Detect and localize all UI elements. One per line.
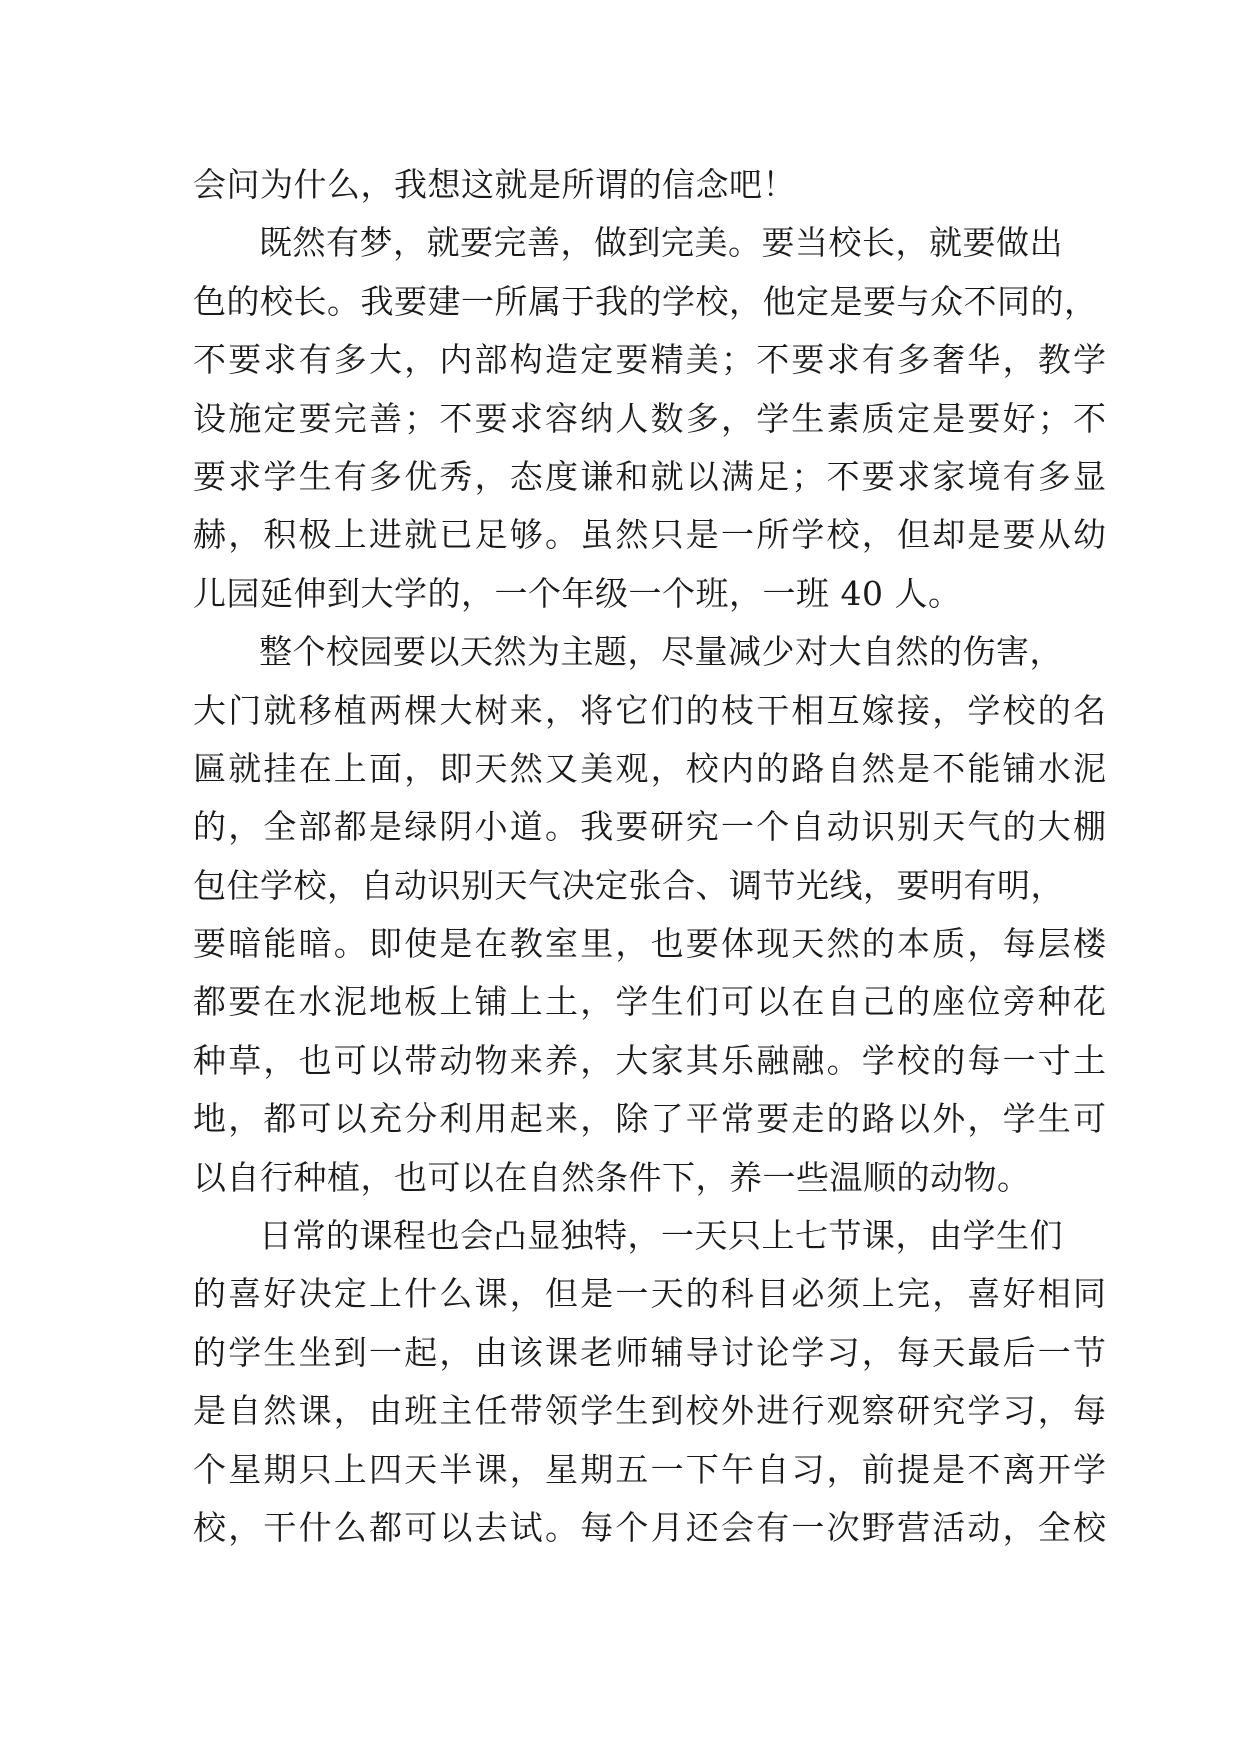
text-line: 赫，积极上进就已足够。虽然只是一所学校，但却是要从幼 <box>193 515 1109 555</box>
text-line: 不要求有多大，内部构造定要精美；不要求有多奢华，教学 <box>193 340 1109 380</box>
text-line: 匾就挂在上面，即天然又美观，校内的路自然是不能铺水泥 <box>193 748 1109 788</box>
text-line: 的，全部都是绿阴小道。我要研究一个自动识别天气的大棚 <box>193 807 1109 847</box>
text-line: 会问为什么，我想这就是所谓的信念吧！ <box>193 165 796 204</box>
text-line: 设施定要完善；不要求容纳人数多，学生素质定是要好；不 <box>193 398 1109 438</box>
paragraph-2 <box>193 214 1109 623</box>
text-line: 儿园延伸到大学的，一个年级一个班，一班 40 人。 <box>193 573 962 613</box>
text-line: 大门就移植两棵大树来，将它们的枝干相互嫁接，学校的名 <box>193 690 1109 730</box>
text-line: 日常的课程也会凸显独特，一天只上七节课，由学生们 <box>259 1216 1063 1256</box>
text-line: 地，都可以充分利用起来，除了平常要走的路以外，学生可 <box>193 1099 1109 1139</box>
text-line: 都要在水泥地板上铺上土，学生们可以在自己的座位旁种花 <box>193 982 1109 1022</box>
body-text <box>193 156 1109 1557</box>
text-line: 色的校长。我要建一所属于我的学校，他定是要与众不同的， <box>193 281 1098 321</box>
paragraph-1 <box>193 156 1073 214</box>
text-line: 种草，也可以带动物来养，大家其乐融融。学校的每一寸土 <box>193 1040 1109 1080</box>
paragraph-3 <box>193 623 1109 1207</box>
text-line: 包住学校，自动识别天气决定张合、调节光线，要明有明， <box>193 865 1064 905</box>
text-line: 校，干什么都可以去试。每个月还会有一次野营活动，全校 <box>193 1507 1109 1547</box>
text-line: 个星期只上四天半课，星期五一下午自习，前提是不离开学 <box>193 1449 1109 1489</box>
text-line: 的喜好决定上什么课，但是一天的科目必须上完，喜好相同 <box>193 1274 1109 1314</box>
text-line: 要暗能暗。即使是在教室里，也要体现天然的本质，每层楼 <box>193 924 1109 964</box>
text-line: 以自行种植，也可以在自然条件下，养一些温顺的动物。 <box>193 1157 1031 1197</box>
text-line: 整个校园要以天然为主题，尽量减少对大自然的伤害， <box>259 632 1063 672</box>
text-line: 是自然课，由班主任带领学生到校外进行观察研究学习，每 <box>193 1391 1109 1431</box>
text-line: 既然有梦，就要完善，做到完美。要当校长，就要做出 <box>259 223 1063 263</box>
paragraph-4 <box>193 1207 1109 1557</box>
text-line: 的学生坐到一起，由该课老师辅导讨论学习，每天最后一节 <box>193 1332 1109 1372</box>
text-line: 要求学生有多优秀，态度谦和就以满足；不要求家境有多显 <box>193 456 1109 496</box>
